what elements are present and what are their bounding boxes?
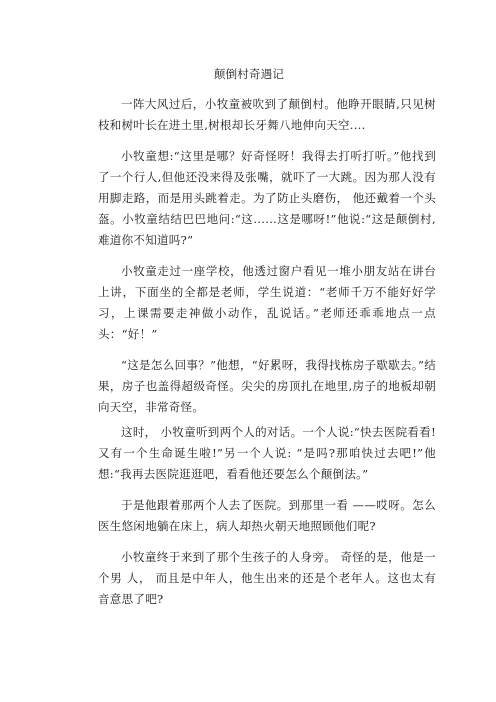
paragraph-5: 这时， 小牧童听到两个人的对话。一个人说:“快去医院看看!又有一个生命诞生啦!”另一个人说: “是吗?那咱快过去吧!”他想:“我再去医院逛逛吧，看看他还要怎么个颠倒法。”: [98, 425, 436, 481]
paragraph-3: 小牧童走过一座学校，他透过窗户看见一堆小朋友站在讲台上讲，下面坐的全都是老师，学生说道：“老师千万不能好好学习，上课需要走神做小动作，乱说话。”老师还乖乖地点一点头：“好！”: [98, 264, 436, 341]
paragraph-2: 小牧童想:“这里是哪？好奇怪呀！我得去打听打听。”他找到了一个行人,但他还没来得及张嘴，就吓了一大跳。因为那人没有用脚走路，而是用头跳着走。为了防止头磨伤， 他还戴着一个头盔。小牧童结结巴巴地问:“这......这是哪呀!”他说:“这是颠倒村,难道你不知道吗?”: [98, 149, 436, 247]
paragraph-1: 一阵大风过后，小牧童被吹到了颠倒村。他睁开眼睛,只见树枝和树叶长在进土里,树根却长牙舞八地伸向天空....: [98, 97, 436, 132]
paragraph-7: 小牧童终于来到了那个生孩子的人身旁。 奇怪的是，他是一个男 人， 而且是中年人，他生出来的还是个老年人。这也太有音意思了吧?: [98, 550, 436, 606]
document-title: 颠倒村奇遇记: [213, 67, 285, 81]
paragraph-6: 于是他跟着那两个人去了医院。到那里一看 ——哎呀。怎么医生悠闲地躺在床上，病人却热火朝天地照顾他们呢?: [98, 498, 436, 533]
paragraph-4: “这是怎么回事？”他想，“好累呀，我得找栋房子歇歇去。”结果，房子也盖得超级奇怪。尖尖的房顶扎在地里,房子的地板却朝向天空，非常奇怪。: [98, 358, 436, 414]
